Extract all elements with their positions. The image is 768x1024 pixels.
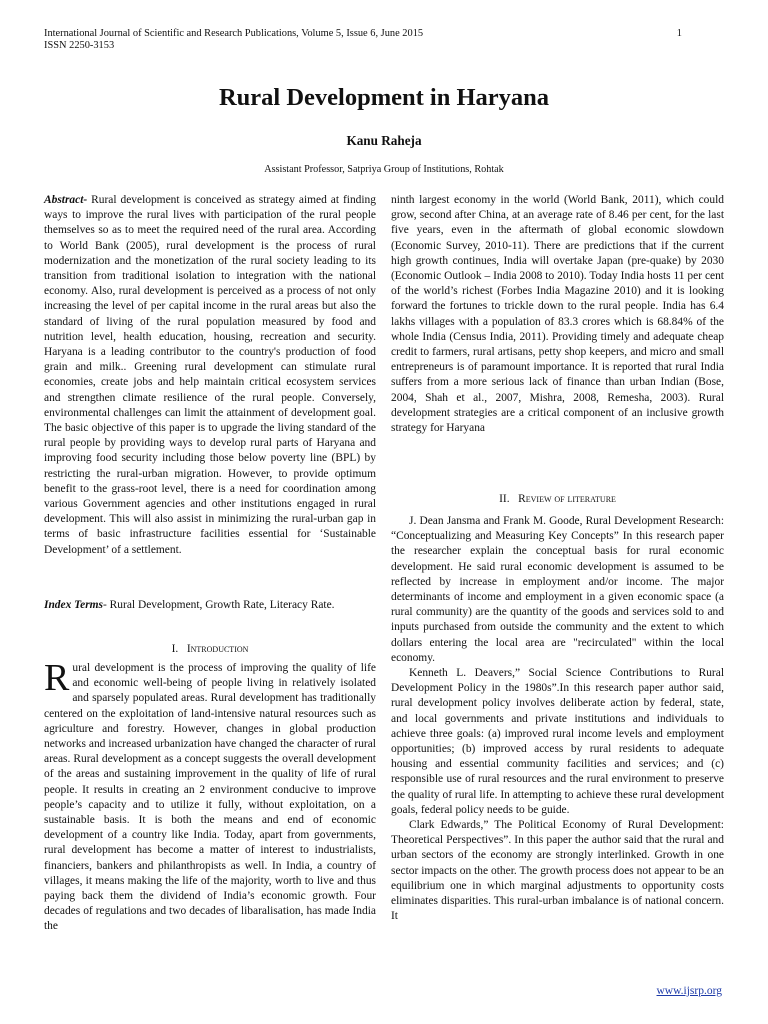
left-column	[44, 193, 376, 558]
journal-citation: International Journal of Scientific and Research Publications, Volume 5, Issue 6, June 2015	[44, 28, 424, 39]
review-title: Review of literature	[518, 493, 616, 505]
review-paragraph-1: J. Dean Jansma and Frank M. Goode, Rural Development Research: “Conceptualizing and Measuring Key Concepts” In this research paper the researcher explain the conceptual basis for rural economic development. He said rural economic development is assumed to be reflected by increase in employment and/or income. The major determinants of income and employment in a given economic space (a rural community) are the quantity of the goods and services sold to and inputs purchased from outside the community and the extent to which dollars entering the local area are "recirculated" within the local economy.	[391, 515, 724, 664]
introduction-title: Introduction	[186, 643, 249, 655]
running-header	[44, 28, 423, 52]
index-terms-text: - Rural Development, Growth Rate, Literacy Rate.	[103, 599, 335, 611]
abstract-text: Rural development is conceived as strategy aimed at finding ways to improve the rural lives with participation of the rural people themselves so as to meet the required need of the rural area. According to World Bank (2005), rural development is the process of rural modernization and the monetization of the rural society leading to its transition from traditional isolation to integration with the national economy. Also, rural development is perceived as a process of not only increasing the level of per capital income in the rural areas but also the standard of living of the rural population measured by food and nutrition level, health education, housing, recreation and security. Haryana is a leading contributor to the country's production of food grain and milk.. Greening rural development can stimulate rural economies, create jobs and help maintain critical ecosystem services and strengthen climate resilience of the rural people. Conversely, environmental challenges can limit the attainment of development goal. The basic objective of this paper is to upgrade the living standard of the rural people by providing ways to develop rural parts of Haryana and improving food security including those below poverty line (BPL) by restricting the rural-urban migration. However, to provide optimum benefit to the grass-root level, there is a need for coordination among various Government agencies and other institutions engaged in rural development. This will also assist in minimizing the rural-urban gap in terms of basic infrastructure facilities essential for ‘Sustainable Development’ of a settlement.	[44, 194, 376, 556]
review-number: II.	[499, 493, 510, 505]
author-affiliation: Assistant Professor, Satpriya Group of Institutions, Rohtak	[264, 164, 504, 175]
index-terms-label: Index Terms	[44, 599, 103, 611]
review-paragraph-3: Clark Edwards,” The Political Economy of Rural Development: Theoretical Perspectives”. In this paper the author said that the rural and urban sectors of the economy are strongly interlinked. Growth in one sector impacts on the other. The growth process does not appear to be an equilibrium one in which marginal adjustments to opportunity costs eliminates disparities. This rural-urban imbalance is of national concern. It	[391, 819, 724, 923]
introduction-heading	[44, 642, 376, 657]
right-column-top	[391, 193, 724, 436]
review-heading-block	[391, 492, 724, 507]
introduction-paragraph	[44, 657, 376, 935]
review-heading	[391, 492, 724, 507]
footer-link[interactable]: www.ijsrp.org	[656, 985, 722, 997]
introduction-number: I.	[171, 643, 179, 655]
page-number: 1	[676, 28, 682, 39]
review-body	[391, 514, 724, 924]
index-terms	[44, 598, 376, 613]
review-paragraph-2: Kenneth L. Deavers,” Social Science Contributions to Rural Development Policy in the 1980s”.In this research paper author said, rural development policy involves deliberate action by federal, state, and local governments and private institutions and individuals to achieve three goals: (a) improved rural income levels and employment opportunities; (b) improved access by rural residents to adequate housing and essential community facilities and services; and (c) responsible use of rural resources and the rural environment to preserve the quality of rural life. In attempting to achieve these rural development goals, federal policy needs to be guide.	[391, 667, 724, 816]
introduction-continuation: ninth largest economy in the world (World Bank, 2011), which could grow, second after China, at an average rate of 8.46 per cent, for the last five years, even in the aftermath of global economic slowdown (Economic Survey, 2010-11). There are predictions that if the current high growth continues, India will overtake Japan (pre-quake) by 2030 (Economic Outlook – India 2008 to 2010). Today India hosts 11 per cent of the world’s richest (Forbes India Magazine 2010) and it is looking forward the fortunes to trickle down to the rural people. India has 6.4 lakhs villages with a population of 83.3 crores which is 68.84% of the whole India (Census India, 2011). Providing timely and adequate cheap credit to farmers, rural artisans, petty shop keepers, and micro and small entrepreneurs is of paramount importance. It is reported that rural India suffers from a more serious lack of finance than urban Indian (Bose, 2004, Shah et al., 2007, Mishra, 2008, Remesha, 2003). Rural development strategies are a critical component of an inclusive growth strategy for Haryana	[391, 194, 724, 435]
introduction-heading-block	[44, 642, 376, 657]
index-terms-block	[44, 598, 376, 613]
drop-cap: R	[44, 657, 70, 699]
abstract	[44, 193, 376, 558]
introduction-body	[44, 657, 376, 935]
author-name: Kanu Raheja	[346, 133, 422, 148]
issn: ISSN 2250-3153	[44, 40, 115, 51]
paper-title: Rural Development in Haryana	[218, 84, 550, 111]
abstract-label: Abstract-	[44, 194, 88, 206]
introduction-text: ural development is the process of improving the quality of life and economic well-being of people living in relatively isolated and sparsely populated areas. Rural development has traditionally centered on the exploitation of land-intensive natural resources such as agriculture and forestry. However, changes in global production networks and increased urbanization have changed the character of rural areas. Rural development as a concept suggests the overall development of the areas and sustaining improvement in the quality of life of rural people. It results in creating an 2 environment conducive to improve people’s capacity and to utilize it fully, without exploitation, on a sustainable basis. It is both the means and end of economic development of a country like India. Today, apart from governments, rural development has become a matter of interest to industrialists, financiers, bankers and philanthropists as well. In India, a country of villages, it means making the life of the majority, worth to live and thus paying back them the dividend of India’s economic growth. Four decades of regulations and two decades of libaralisation, has made India the	[44, 662, 376, 933]
